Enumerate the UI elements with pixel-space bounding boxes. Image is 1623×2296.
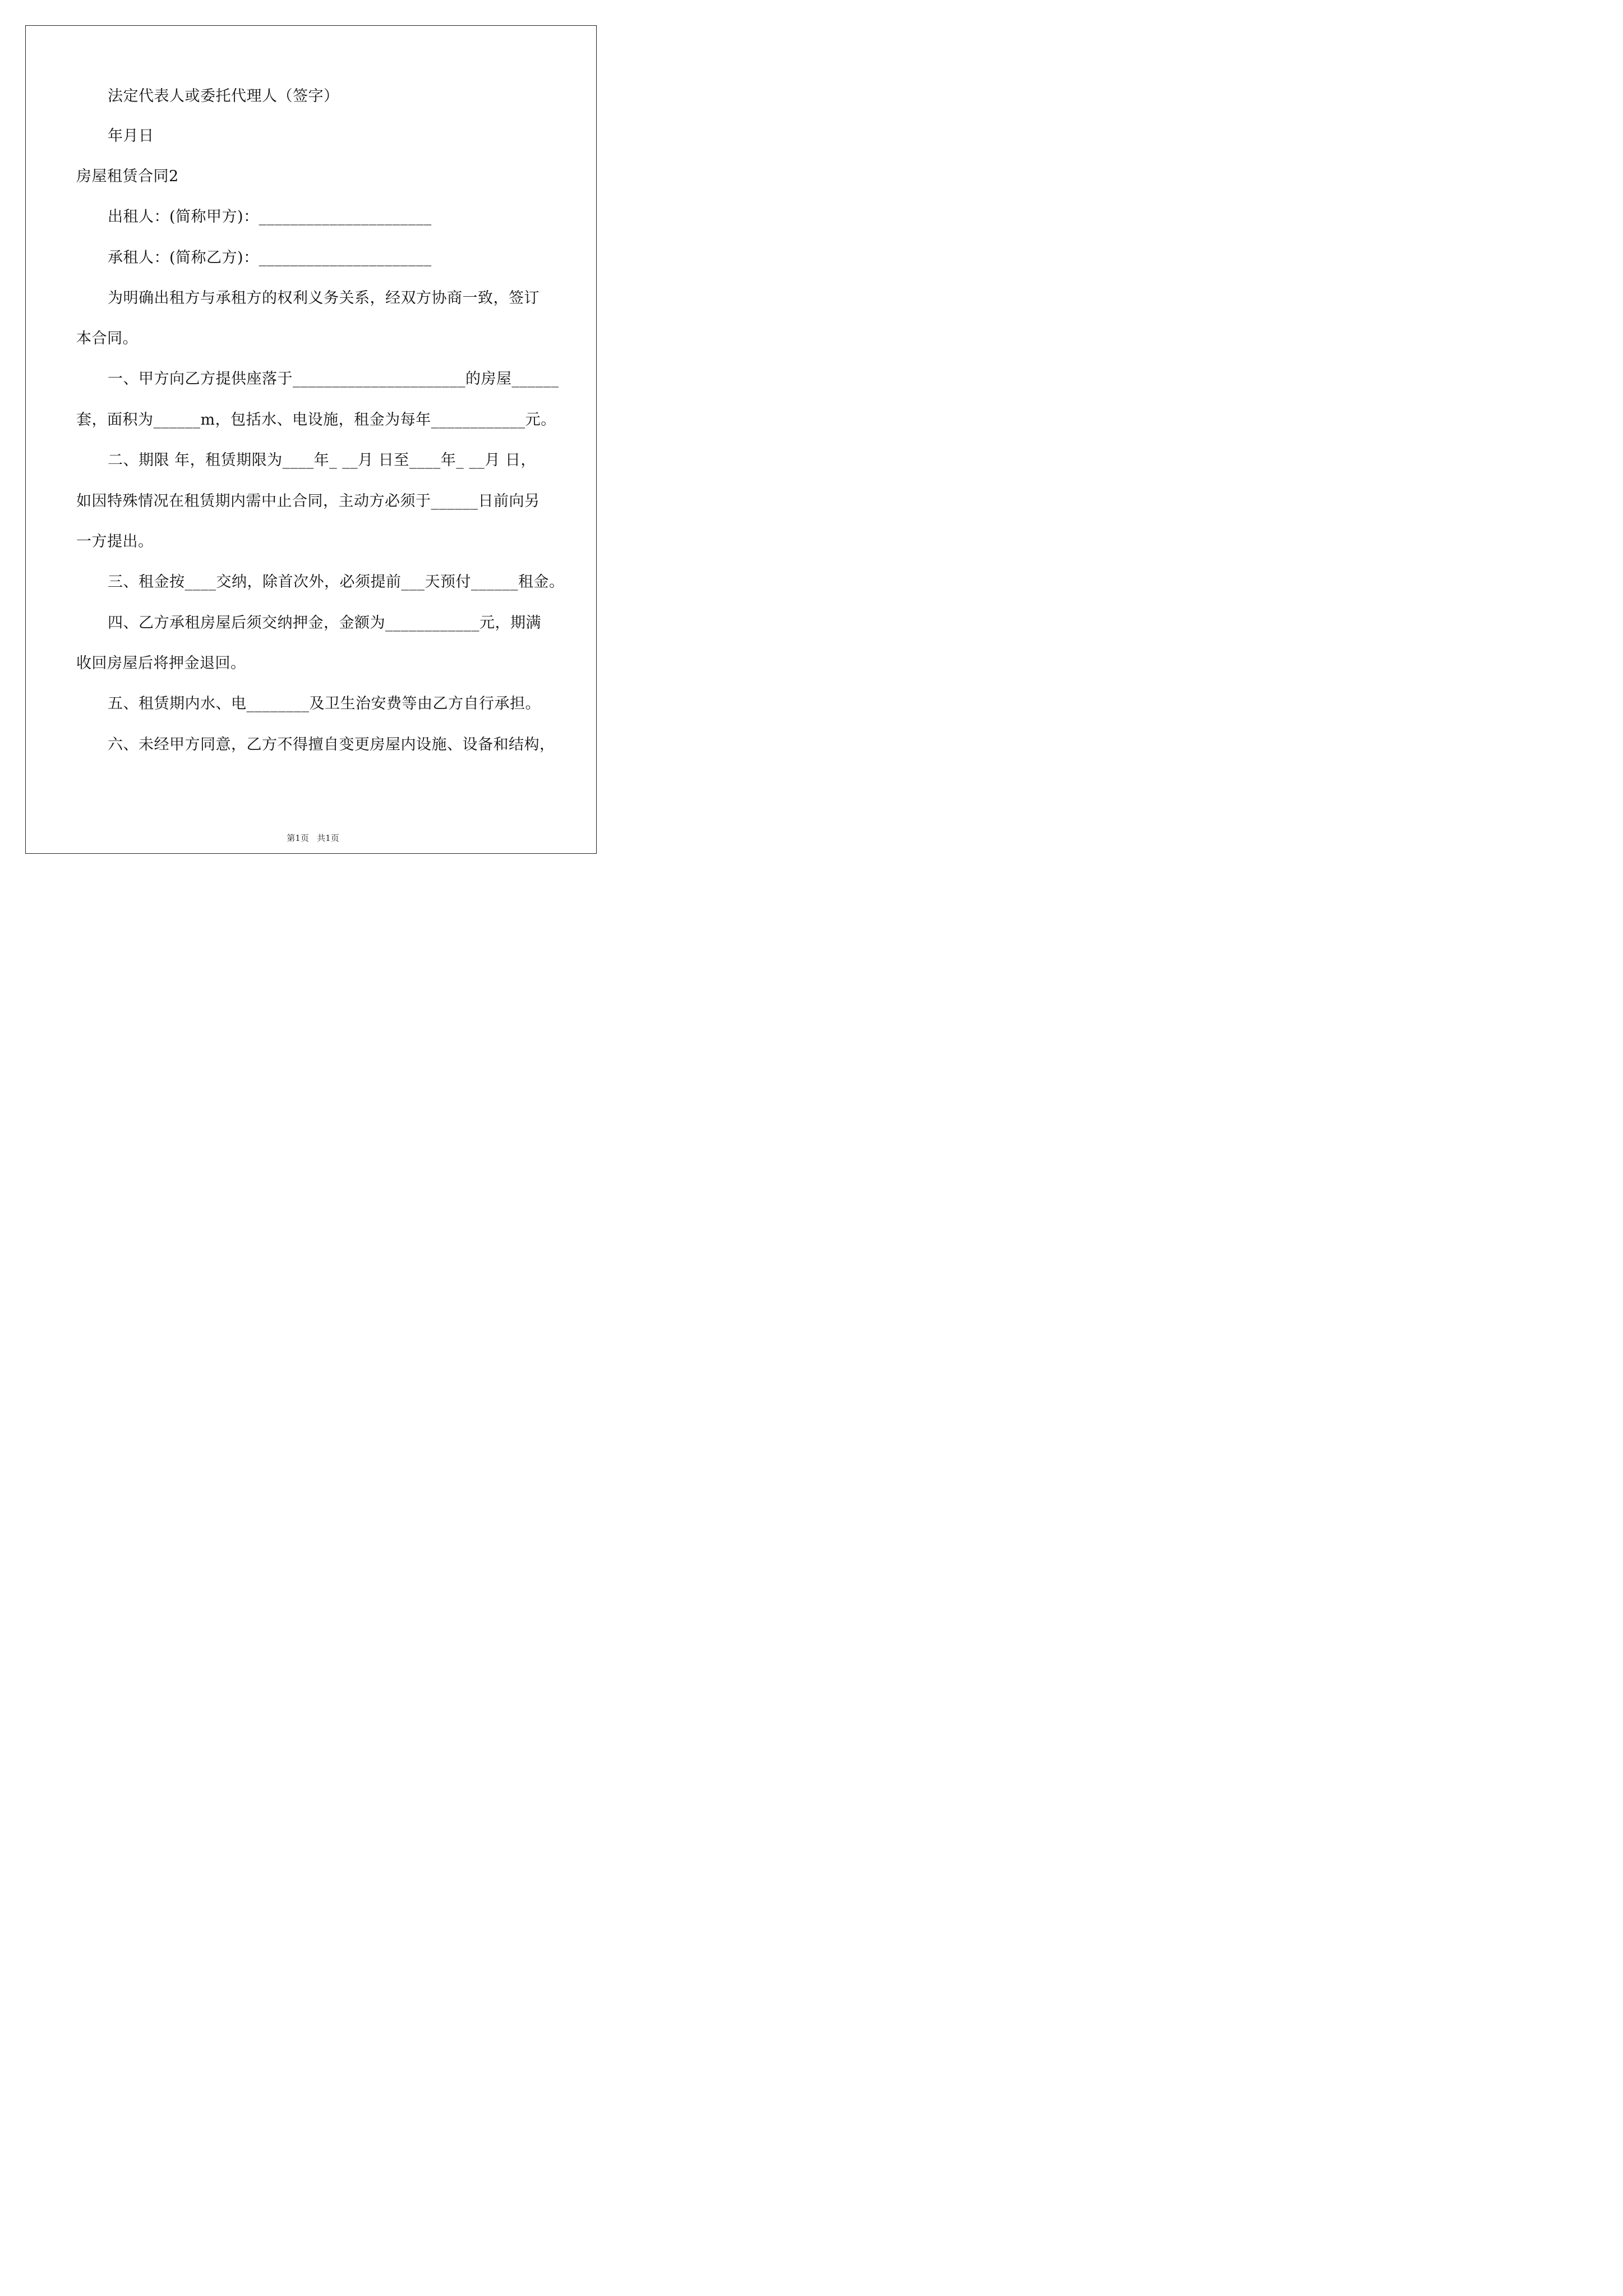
- signature-line: 法定代表人或委托代理人（签字）: [108, 88, 339, 105]
- clause-2-line: 一方提出。: [76, 533, 154, 550]
- clause-1-line: 套，面积为______m，包括水、电设施，租金为每年____________元。: [76, 411, 556, 429]
- preamble-line: 本合同。: [76, 330, 138, 347]
- clause-4-line: 四、乙方承租房屋后须交纳押金，金额为____________元，期满: [108, 614, 541, 632]
- clause-2-line: 二、期限 年，租赁期限为____年_ __月 日至____年_ __月 日，: [108, 452, 536, 469]
- clause-4-line: 收回房屋后将押金退回。: [76, 655, 246, 672]
- page-border: [25, 25, 597, 854]
- clause-2-line: 如因特殊情况在租赁期内需中止合同，主动方必须于______日前向另: [76, 493, 540, 510]
- clause-5-line: 五、租赁期内水、电________及卫生治安费等由乙方自行承担。: [108, 695, 541, 712]
- clause-3-line: 三、租金按____交纳，除首次外，必须提前___天预付______租金。: [108, 573, 565, 591]
- date-line: 年月日: [108, 127, 154, 145]
- preamble-line: 为明确出租方与承租方的权利义务关系，经双方协商一致，签订: [108, 289, 540, 307]
- page-footer: 第1页 共1页: [287, 833, 339, 843]
- lessee-line: 承租人：(简称乙方)：______________________: [108, 249, 432, 266]
- clause-6-line: 六、未经甲方同意，乙方不得擅自变更房屋内设施、设备和结构，: [108, 736, 555, 753]
- contract-title: 房屋租赁合同2: [76, 168, 179, 185]
- clause-1-line: 一、甲方向乙方提供座落于______________________的房屋______: [108, 370, 559, 388]
- lessor-line: 出租人：(简称甲方)：______________________: [108, 208, 432, 226]
